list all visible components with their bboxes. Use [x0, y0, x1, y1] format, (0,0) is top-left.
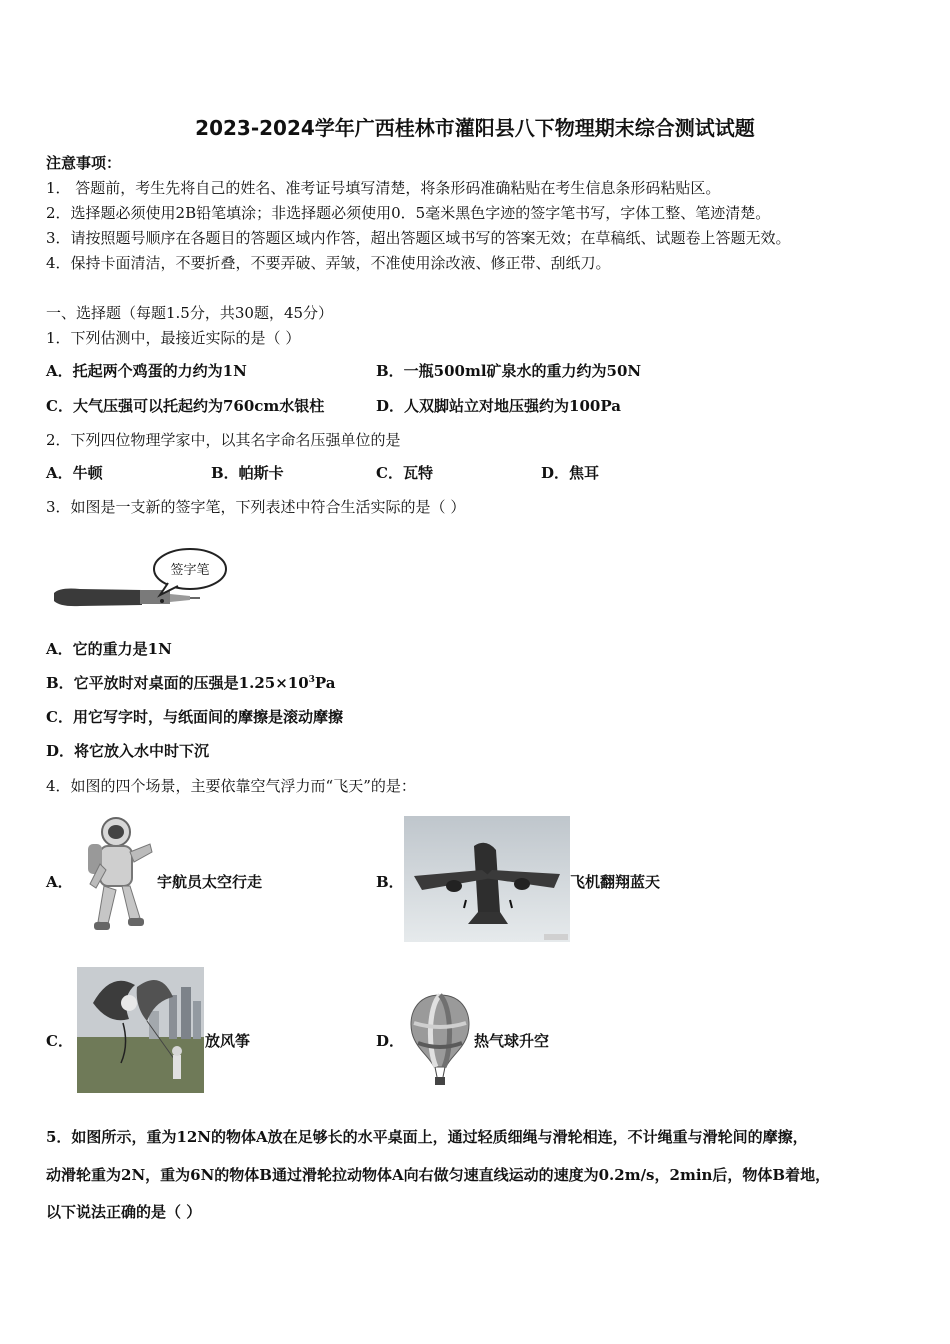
q2-option-d: D．焦耳	[541, 464, 600, 482]
question-1-stem: 1．下列估测中，最接近实际的是（ ）	[46, 329, 301, 347]
notice-item: 4．保持卡面清洁，不要折叠，不要弄破、弄皱，不准使用涂改液、修正带、刮纸刀。	[46, 254, 611, 272]
question-2-stem: 2．下列四位物理学家中，以其名字命名压强单位的是	[46, 431, 401, 449]
question-4-stem: 4．如图的四个场景，主要依靠空气浮力而“飞天”的是：	[46, 777, 416, 795]
q3-option-c: C．用它写字时，与纸面间的摩擦是滚动摩擦	[46, 708, 343, 726]
notice-item: 2．选择题必须使用2B铅笔填涂；非选择题必须使用0．5毫米黑色字迹的签字笔书写，字体工整、笔迹清楚。	[46, 204, 771, 222]
kite-image	[77, 967, 204, 1093]
q1-option-b: B．一瓶500ml矿泉水的重力约为50N	[376, 362, 642, 380]
q3-option-d: D．将它放入水中时下沉	[46, 742, 210, 760]
pen-tip-shape	[170, 594, 190, 602]
notice-heading: 注意事项：	[46, 154, 122, 172]
q4-option-b-text: 飞机翻翔蓝天	[570, 873, 661, 891]
q3-option-a: A．它的重力是1N	[46, 640, 172, 658]
question-5-line-3: 以下说法正确的是（ ）	[46, 1203, 202, 1221]
q1-option-a: A．托起两个鸡蛋的力约为1N	[46, 362, 247, 380]
q1-option-d: D．人双脚站立对地压强约为100Pa	[376, 397, 621, 415]
question-5-line-2: 动滑轮重为2N，重为6N的物体B通过滑轮拉动物体A向右做匀速直线运动的速度为0.2m/s，2min后，物体B着地，	[46, 1166, 831, 1184]
q2-option-c: C．瓦特	[376, 464, 433, 482]
notice-item: 3．请按照题号顺序在各题目的答题区域内作答，超出答题区域书写的答案无效；在草稿纸、试题卷上答题无效。	[46, 229, 791, 247]
question-3-stem: 3．如图是一支新的签字笔，下列表述中符合生活实际的是（ ）	[46, 498, 466, 516]
page-title: 2023-2024学年广西桂林市灌阳县八下物理期末综合测试试题	[195, 116, 755, 140]
q4-option-c-letter: C．	[46, 1032, 73, 1050]
question-5-line-1: 5．如图所示，重为12N的物体A放在足够长的水平桌面上，通过轻质细绳与滑轮相连，不计绳重与滑轮间的摩擦，	[46, 1128, 808, 1146]
q4-option-a-text: 宇航员太空行走	[157, 873, 263, 891]
q4-option-b-letter: B．	[376, 873, 404, 891]
pen-figure	[50, 543, 232, 615]
pen-cap-shape	[54, 589, 142, 607]
notice-item: 1． 答题前，考生先将自己的姓名、准考证号填写清楚，将条形码准确粘贴在考生信息条形码粘贴区。	[46, 179, 721, 197]
pen-figure-label: 签字笔	[170, 563, 210, 578]
q4-option-a-letter: A．	[46, 873, 73, 891]
q2-option-a: A．牛顿	[46, 464, 103, 482]
q2-option-b: B．帕斯卡	[211, 464, 284, 482]
airplane-image	[404, 816, 570, 942]
q4-option-c-text: 放风筝	[205, 1032, 251, 1050]
section-heading: 一、选择题（每题1.5分，共30题，45分）	[46, 304, 334, 322]
q3-option-b: B．它平放时对桌面的压强是$1.25\times 10^3Pa$	[46, 674, 336, 692]
hot-air-balloon-image	[406, 993, 474, 1089]
q1-option-c: C．大气压强可以托起约为760cm水银柱	[46, 397, 325, 415]
q4-option-d-text: 热气球升空	[474, 1032, 550, 1050]
astronaut-image	[80, 814, 156, 940]
q4-option-d-letter: D．	[376, 1032, 405, 1050]
